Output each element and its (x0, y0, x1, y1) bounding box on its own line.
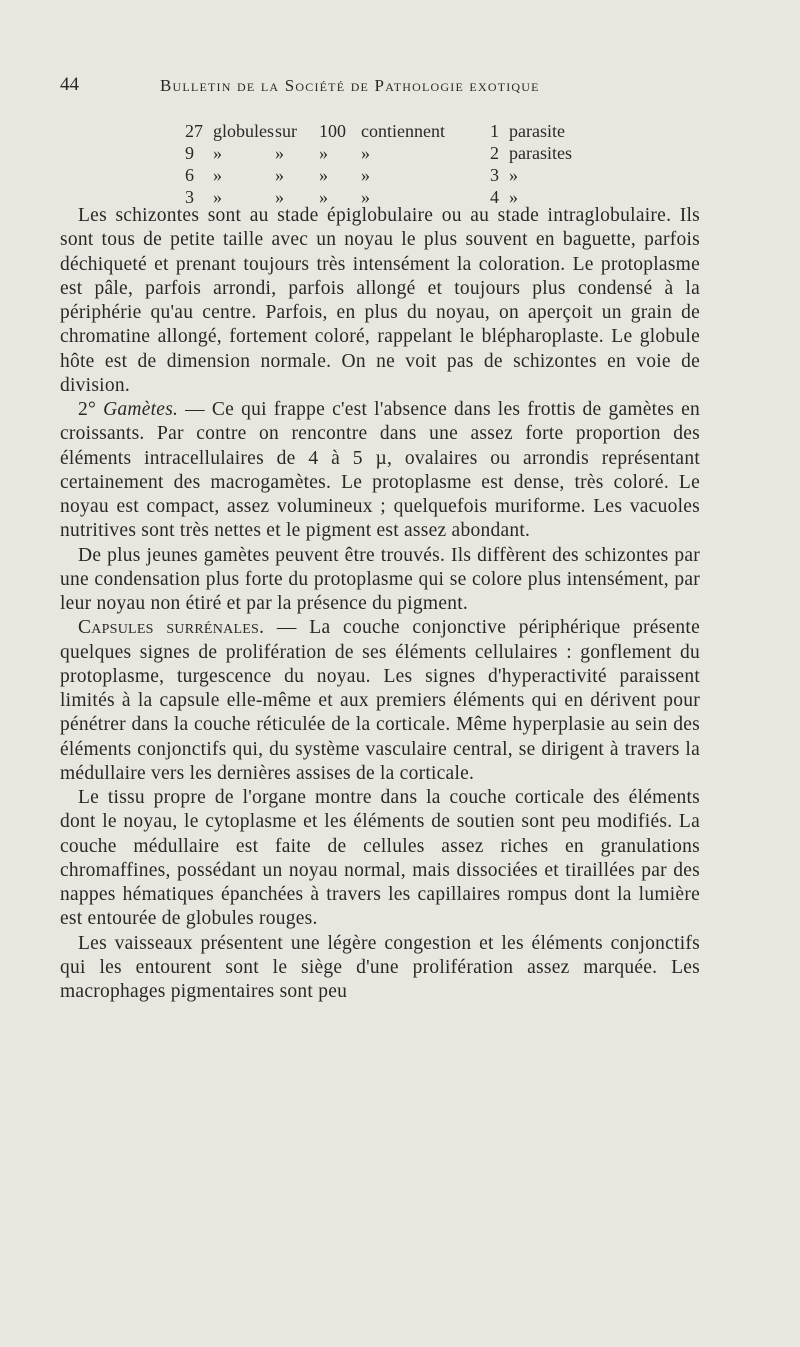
of-cell: » (275, 165, 284, 185)
paragraph-schizontes: Les schizontes sont au stade épiglobulaire ou au stade intraglobulaire. Ils sont tous de petite taille avec un noyau le plus souvent en baguette, parfois déchiqueté et prenant toujours très intensément la coloration. Le protoplasme est pâle, parfois arrondi, parfois allongé et toujours plus condensé à la périphérie qu'au centre. Parfois, en plus du noyau, on aperçoit un grain de chromatine allongé, fortement coloré, rappelant le blépharoplaste. Le globule hôte est de dimension normale. On ne voit pas de schizontes en voie de division. (60, 205, 700, 396)
paragraph-tissue: Le tissu propre de l'organe montre dans la couche corticale des éléments dont le noyau, le cytoplasme et les éléments de soutien sont peu modifiés. La couche médullaire est faite de cellules assez riches en granulations chromaffines, possédant un noyau normal, mais dissociées et tiraillées par des nappes hématiques épanchées à travers les capillaires rompus dont la lumière est entourée de globules rouges. (60, 787, 700, 930)
word-cell: globules (213, 121, 274, 141)
count-cell: 3 (185, 187, 194, 207)
page-number: 44 (60, 74, 79, 95)
of-cell: » (275, 187, 284, 207)
unit-cell: parasite (509, 121, 565, 141)
section-heading-capsules: Capsules surrénales. (78, 617, 265, 639)
paragraph-gametes-text: — Ce qui frappe c'est l'absence dans les frottis de gamètes en croissants. Par contre on rencontre dans une assez forte proportion des éléments intracellulaires de 4 à 5 µ, ovalaires ou arrondis représentant certainement des macrogamètes. Le protoplasme est dense, très coloré. Le noyau est compact, assez volumineux ; quelquefois muriforme. Les vacuoles nutritives sont très nettes et le pigment est assez abondant. (60, 399, 700, 542)
hundred-cell: » (319, 143, 328, 163)
section-heading-gametes: Gamètes. (103, 399, 179, 420)
hundred-cell: 100 (319, 121, 346, 141)
parasite-count-table (185, 120, 572, 208)
n-cell: 4 (490, 187, 499, 207)
section-number: 2° (78, 399, 104, 420)
paragraph-young-gametes: De plus jeunes gamètes peuvent être trouvés. Ils diffèrent des schizontes par une condensation plus forte du protoplasme qui se colore plus intensément, par leur noyau non étiré et par la présence du pigment. (60, 544, 700, 614)
paragraph-vessels: Les vaisseaux présentent une légère congestion et les éléments conjonctifs qui les entourent sont le siège d'une prolifération assez marquée. Les macrophages pigmentaires sont peu (60, 932, 700, 1002)
hundred-cell: » (319, 187, 328, 207)
running-head (60, 74, 700, 104)
journal-title: Bulletin de la Société de Pathologie exotique (160, 76, 540, 95)
n-cell: 3 (490, 165, 499, 185)
word-cell: » (213, 187, 222, 207)
body-text (60, 204, 700, 1004)
count-cell: 6 (185, 165, 194, 185)
count-cell: 9 (185, 143, 194, 163)
paragraph-gametes (60, 398, 700, 544)
verb-cell: » (361, 187, 370, 207)
unit-cell: parasites (509, 143, 572, 163)
word-cell: » (213, 165, 222, 185)
of-cell: » (275, 143, 284, 163)
table-row (185, 142, 572, 164)
verb-cell: » (361, 165, 370, 185)
n-cell: 2 (490, 143, 499, 163)
table-row (185, 164, 572, 186)
hundred-cell: » (319, 165, 328, 185)
verb-cell: contiennent (361, 121, 445, 141)
table-row (185, 120, 572, 142)
word-cell: » (213, 143, 222, 163)
unit-cell: » (509, 165, 518, 185)
verb-cell: » (361, 143, 370, 163)
count-cell: 27 (185, 121, 203, 141)
of-cell: sur (275, 121, 297, 141)
n-cell: 1 (490, 121, 499, 141)
paragraph-capsules-text: — La couche conjonctive périphérique présente quelques signes de prolifération de ses éléments cellulaires : gonflement du protoplasme, turgescence du noyau. Les signes d'hyperactivité paraissent limités à la capsule elle-même et aux premiers éléments qui en dérivent pour pénétrer dans la couche réticulée de la corticale. Même hyperplasie au sein des éléments conjonctifs qui, du système vasculaire central, se dirigent à travers la médullaire vers les dernières assises de la corticale. (60, 617, 700, 784)
paragraph-capsules (60, 616, 700, 786)
unit-cell: » (509, 187, 518, 207)
